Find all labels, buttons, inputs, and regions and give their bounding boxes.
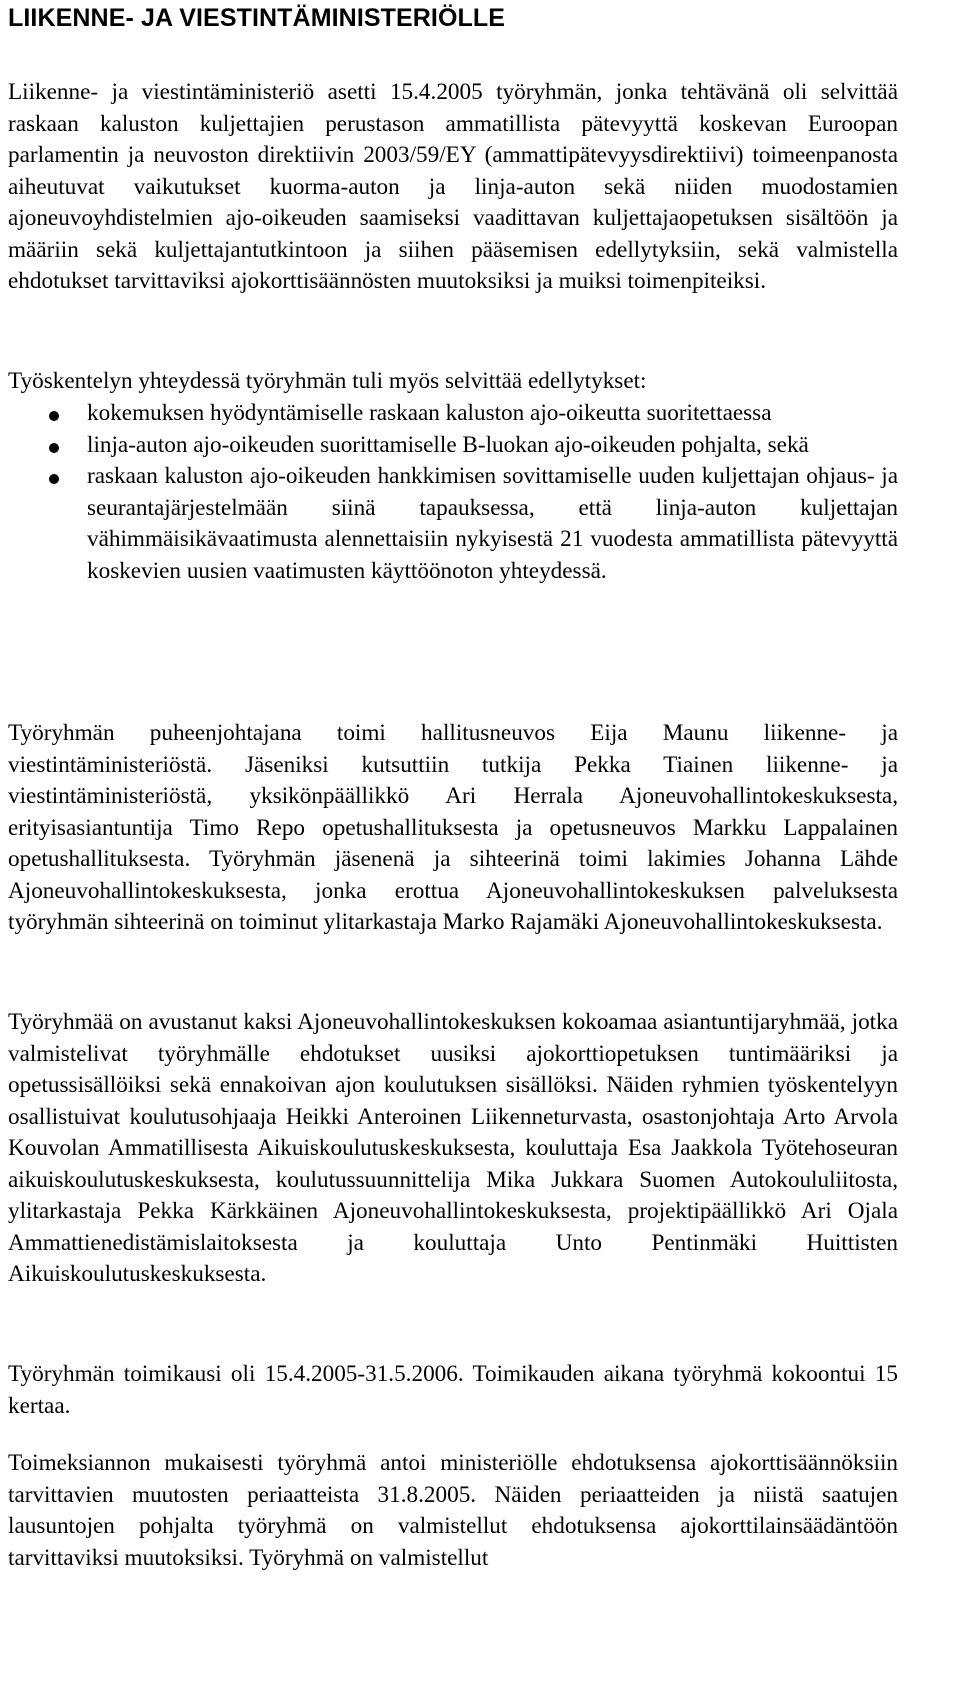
list-item-text: linja-auton ajo-oikeuden suorittamiselle B-luokan ajo-oikeuden pohjalta, sekä: [87, 431, 809, 458]
paragraph-proposals: Toimeksiannon mukaisesti työryhmä antoi ministeriölle ehdotuksensa ajokorttisäännöksiin tarvittavien muutosten periaatteista 31.8.2005. Näiden periaatteiden ja niistä saatujen lausuntojen pohjalta työryhmä on valmistellut ehdotuksensa ajokorttilainsäädäntöön tarvittaviksi muutoksiksi. Työryhmä on valmistellut: [8, 1450, 898, 1571]
paragraph-term: Työryhmän toimikausi oli 15.4.2005-31.5.2006. Toimikauden aikana työryhmä kokoontui 15 kertaa.: [8, 1361, 898, 1419]
bullet-dot-icon: [49, 474, 59, 484]
paragraph-members: Työryhmän puheenjohtajana toimi hallitusneuvos Eija Maunu liikenne- ja viestintäministeriöstä. Jäseniksi kutsuttiin tutkija Pekka Tiainen liikenne- ja viestintäministeriöstä, yksikönpäällikkö Ari Herrala Ajoneuvohallintokeskuksesta, erityisasiantuntija Timo Repo opetushallituksesta ja opetusneuvos Markku Lappalainen opetushallituksesta. Työryhmän jäsenenä ja sihteerinä toimi lakimies Johanna Lähde Ajoneuvohallintokeskuksesta, jonka erottua Ajoneuvohallintokeskuksen palveluksesta työryhmän sihteerinä on toiminut ylitarkastaja Marko Rajamäki Ajoneuvohallintokeskuksesta.: [8, 720, 898, 935]
tasks-bullet-list: [8, 398, 898, 587]
document-page: [8, 0, 898, 1571]
list-item-text: raskaan kaluston ajo-oikeuden hankkimisen sovittamiselle uuden kuljettajan ohjaus- ja seurantajärjestelmään siinä tapauksessa, että linja-auton kuljettajan vähimmäisikävaatimusta alennettaisiin nykyisestä 21 vuodesta ammatillista pätevyyttä koskevien uusien vaatimusten käyttöönoton yhteydessä.: [87, 463, 898, 584]
bullet-dot-icon: [49, 411, 59, 421]
list-item-text: kokemuksen hyödyntämiselle raskaan kaluston ajo-oikeutta suoritettaessa: [87, 400, 772, 426]
list-item: [8, 461, 898, 587]
paragraph-tasks-intro: Työskentelyn yhteydessä työryhmän tuli myös selvittää edellytykset:: [8, 368, 647, 394]
bullet-dot-icon: [49, 443, 59, 453]
paragraph-expert-groups: Työryhmää on avustanut kaksi Ajoneuvohallintokeskuksen kokoamaa asiantuntijaryhmää, jotka valmistelivat työryhmälle ehdotukset uusiksi ajokorttiopetuksen tuntimääriksi ja opetussisällöiksi sekä ennakoivan ajon koulutuksen sisällöksi. Näiden ryhmien työskentelyyn osallistuivat koulutusohjaaja Heikki Anteroinen Liikenneturvasta, osastonjohtaja Arto Arvola Kouvolan Ammatillisesta Aikuiskoulutuskeskuksesta, kouluttaja Esa Jaakkola Työtehoseuran aikuiskoulutuskeskuksesta, koulutussuunnittelija Mika Jukkara Suomen Autokoululiitosta, ylitarkastaja Pekka Kärkkäinen Ajoneuvohallintokeskuksesta, projektipäällikkö Ari Ojala Ammattienedistämislaitoksesta ja kouluttaja Unto Pentinmäki Huittisten Aikuiskoulutuskeskuksesta.: [8, 1009, 898, 1287]
list-item: [8, 430, 898, 462]
list-item: [8, 398, 898, 430]
document-heading: LIIKENNE- JA VIESTINTÄMINISTERIÖLLE: [8, 4, 506, 32]
paragraph-assignment: Liikenne- ja viestintäministeriö asetti 15.4.2005 työryhmän, jonka tehtävänä oli selvittää raskaan kaluston kuljettajien perustason ammatillista pätevyyttä koskevan Euroopan parlamentin ja neuvoston direktiivin 2003/59/EY (ammattipätevyysdirektiivi) toimeenpanosta aiheutuvat vaikutukset kuorma-auton ja linja-auton sekä niiden muodostamien ajoneuvoyhdistelmien ajo-oikeuden saamiseksi vaadittavan kuljettajaopetuksen sisältöön ja määriin sekä kuljettajantutkintoon ja siihen pääsemisen edellytyksiin, sekä valmistella ehdotukset tarvittaviksi ajokorttisäännösten muutoksiksi ja muiksi toimenpiteiksi.: [8, 79, 898, 294]
